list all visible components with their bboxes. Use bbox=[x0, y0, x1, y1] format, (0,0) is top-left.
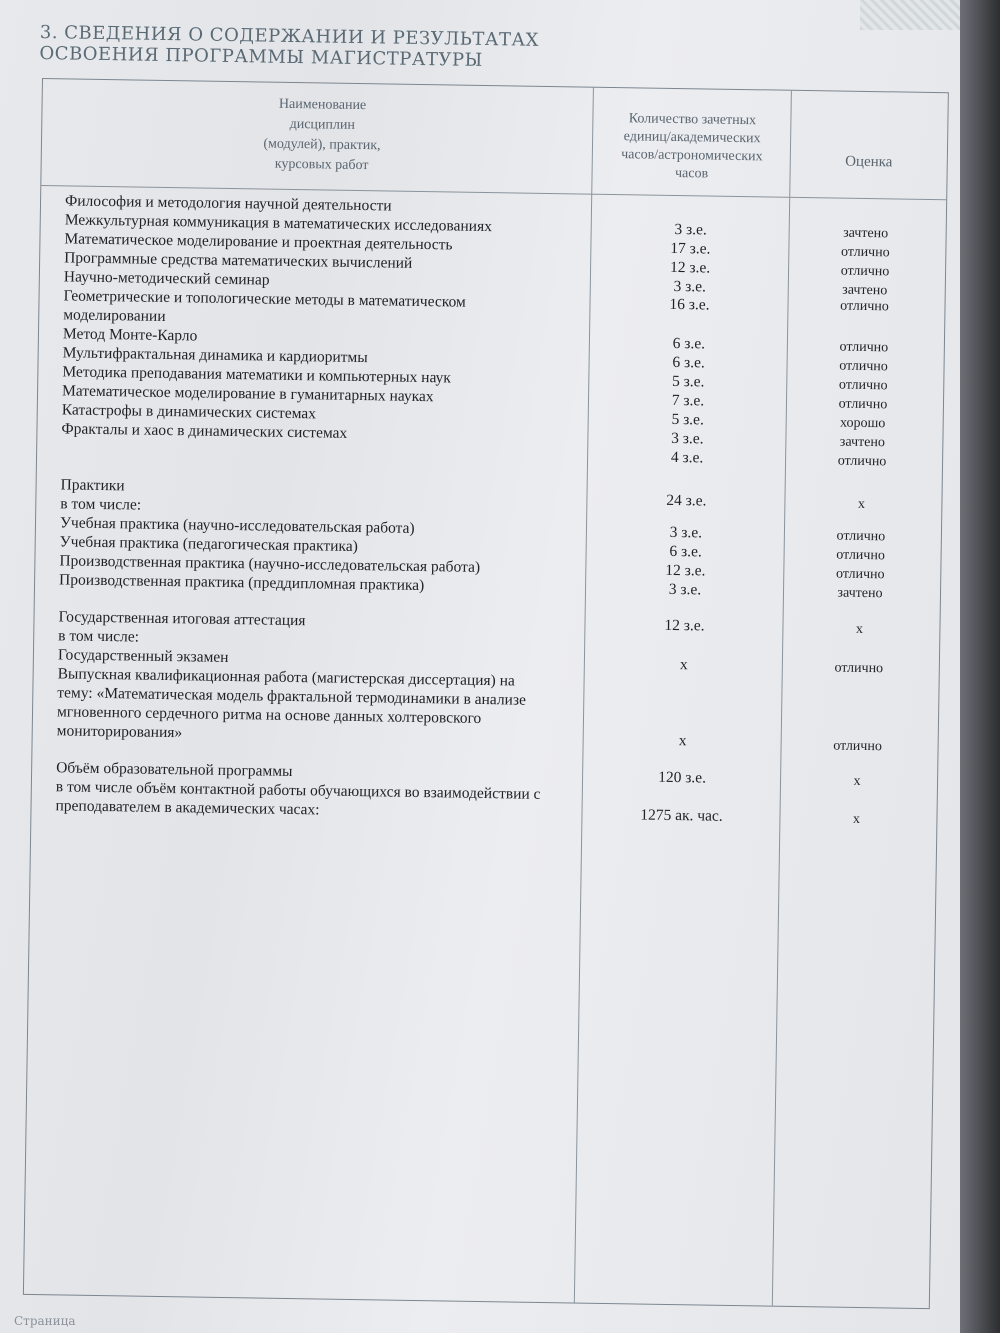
practice-grade: зачтено bbox=[837, 585, 883, 602]
results-table bbox=[23, 78, 949, 1309]
header-name-line: курсовых работ bbox=[274, 156, 369, 174]
discipline-units: 3 з.е. bbox=[671, 429, 704, 448]
binding-shadow bbox=[960, 0, 1000, 1333]
attestation-title: Государственная итоговая аттестация bbox=[58, 608, 306, 630]
exam-grade: отлично bbox=[834, 660, 884, 677]
discipline-units: 5 з.е. bbox=[671, 372, 705, 391]
column-header-grade: Оценка bbox=[845, 153, 893, 171]
discipline-grade: отлично bbox=[839, 339, 889, 356]
practice-units: 12 з.е. bbox=[665, 561, 706, 580]
discipline-units: 16 з.е. bbox=[669, 295, 710, 314]
practice-grade: отлично bbox=[836, 547, 886, 564]
discipline-name: Математическое моделирование и проектная деятельность bbox=[64, 230, 453, 254]
practices-title: Практики bbox=[60, 476, 125, 495]
exam-name: Государственный экзамен bbox=[57, 646, 229, 667]
discipline-units: 7 з.е. bbox=[671, 391, 705, 410]
practice-name: Учебная практика (педагогическая практика) bbox=[59, 533, 358, 556]
discipline-name: Математическое моделирование в гуманитарных науках bbox=[61, 382, 434, 406]
heading-line-1: 3. СВЕДЕНИЯ О СОДЕРЖАНИИ И РЕЗУЛЬТАТАХ bbox=[39, 22, 540, 51]
table-body bbox=[31, 191, 946, 829]
thesis-units: х bbox=[678, 732, 687, 750]
page-footer: Страница bbox=[14, 1314, 76, 1328]
discipline-name: Фракталы и хаос в динамических системах bbox=[61, 420, 348, 442]
column-header-units bbox=[596, 110, 787, 185]
discipline-name: Мультифрактальная динамика и кардиоритмы bbox=[62, 344, 368, 367]
discipline-units: 17 з.е. bbox=[670, 239, 711, 258]
discipline-name: Программные средства математических вычислений bbox=[64, 249, 413, 272]
exam-units: х bbox=[679, 656, 688, 674]
section-heading bbox=[39, 22, 560, 72]
header-units-line: единиц/академических bbox=[623, 129, 761, 147]
thesis-grade: отлично bbox=[833, 738, 883, 755]
heading-line-2: ОСВОЕНИЯ ПРОГРАММЫ МАГИСТРАТУРЫ bbox=[39, 42, 483, 71]
practice-units: 3 з.е. bbox=[669, 523, 703, 542]
practice-name: Производственная практика (научно-исследовательская работа) bbox=[59, 552, 481, 576]
header-name-line: Наименование bbox=[278, 96, 367, 114]
volume-units: 120 з.е. bbox=[658, 768, 707, 787]
discipline-grade: отлично bbox=[840, 263, 890, 280]
discipline-units: 4 з.е. bbox=[670, 448, 704, 467]
header-units-line: Количество зачетных bbox=[628, 111, 757, 129]
thesis-name: Выпускная квалификационная работа (магистерская диссертация) на тему: «Математическая модель фрактальной термодинамики в анализе мгновенного сердечного ритма на основе данных холтеровского мониторирования» bbox=[56, 665, 527, 742]
contact-work-grade: х bbox=[852, 811, 861, 827]
discipline-units: 3 з.е. bbox=[674, 220, 708, 239]
discipline-grade: зачтено bbox=[842, 282, 888, 299]
discipline-name: Катастрофы в динамических системах bbox=[61, 401, 317, 423]
practice-name: Производственная практика (преддипломная практика) bbox=[58, 571, 425, 595]
discipline-units: 6 з.е. bbox=[672, 353, 705, 372]
practices-grade: х bbox=[857, 496, 866, 512]
practices-units: 24 з.е. bbox=[666, 491, 707, 510]
discipline-name: Межкультурная коммуникация в математических исследованиях bbox=[64, 211, 493, 236]
header-units-line: часов/астрономических bbox=[621, 147, 763, 165]
header-name-line: дисциплин bbox=[289, 116, 356, 133]
attestation-grade: х bbox=[855, 621, 864, 637]
attestation-units: 12 з.е. bbox=[664, 616, 705, 635]
header-name-line: (модулей), практик, bbox=[263, 136, 381, 154]
discipline-grade: отлично bbox=[840, 298, 889, 315]
discipline-grade: отлично bbox=[837, 453, 887, 470]
practice-grade: отлично bbox=[835, 566, 885, 583]
practice-grade: отлично bbox=[836, 528, 886, 545]
discipline-grade: отлично bbox=[839, 358, 888, 375]
discipline-name: Метод Монте-Карло bbox=[62, 325, 198, 345]
contact-work-name: в том числе объём контактной работы обучающихся во взаимодействии с преподавателем в академических часах: bbox=[55, 778, 541, 819]
contact-work-units: 1275 ак. час. bbox=[640, 806, 723, 825]
discipline-units: 12 з.е. bbox=[669, 258, 711, 277]
discipline-grade: хорошо bbox=[839, 415, 886, 432]
column-header-name bbox=[162, 93, 483, 178]
volume-grade: х bbox=[853, 773, 861, 789]
discipline-grade: зачтено bbox=[843, 225, 889, 242]
discipline-name: Философия и методология научной деятельности bbox=[64, 192, 392, 215]
corner-ornament bbox=[860, 0, 960, 30]
discipline-name: Научно-методический семинар bbox=[63, 268, 270, 289]
discipline-grade: зачтено bbox=[839, 434, 886, 451]
volume-title: Объём образовательной программы bbox=[56, 759, 293, 781]
discipline-units: 6 з.е. bbox=[672, 334, 706, 353]
practices-subtitle: в том числе: bbox=[60, 495, 142, 514]
discipline-name: Методика преподавания математики и компьютерных наук bbox=[62, 363, 452, 387]
discipline-units: 3 з.е. bbox=[673, 277, 707, 296]
discipline-name: Геометрические и топологические методы в математическом моделировании bbox=[63, 287, 466, 325]
practice-units: 6 з.е. bbox=[669, 542, 702, 561]
practice-name: Учебная практика (научно-исследовательская работа) bbox=[59, 514, 415, 537]
discipline-grade: отлично bbox=[838, 396, 888, 413]
attestation-subtitle: в том числе: bbox=[58, 627, 140, 646]
header-units-line: часов bbox=[674, 165, 709, 182]
discipline-grade: отлично bbox=[840, 244, 890, 261]
discipline-units: 5 з.е. bbox=[671, 410, 705, 429]
discipline-grade: отлично bbox=[838, 377, 888, 394]
table-row bbox=[33, 664, 939, 754]
practice-units: 3 з.е. bbox=[668, 580, 702, 599]
